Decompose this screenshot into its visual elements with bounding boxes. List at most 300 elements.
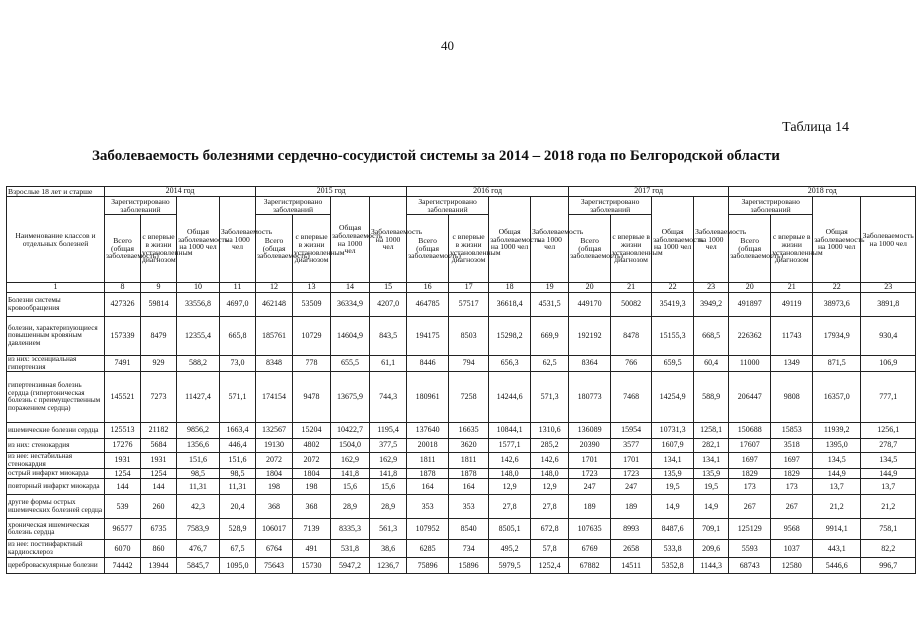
value-cell: 1252,4 — [531, 558, 569, 574]
column-number: 13 — [293, 283, 331, 293]
value-cell: 12580 — [771, 558, 813, 574]
value-cell: 8503 — [449, 317, 489, 356]
value-cell: 669,9 — [531, 317, 569, 356]
value-cell: 82,2 — [861, 540, 916, 558]
value-cell: 135,9 — [694, 469, 729, 479]
value-cell: 247 — [611, 479, 652, 495]
value-cell: 19130 — [256, 439, 293, 453]
value-cell: 174154 — [256, 372, 293, 423]
value-cell: 655,5 — [331, 356, 370, 372]
value-cell: 14,9 — [652, 495, 694, 519]
value-cell: 11427,4 — [177, 372, 220, 423]
value-cell: 7491 — [105, 356, 141, 372]
value-cell: 33556,8 — [177, 293, 220, 317]
value-cell: 15,6 — [331, 479, 370, 495]
value-cell: 57517 — [449, 293, 489, 317]
value-cell: 462148 — [256, 293, 293, 317]
value-cell: 20390 — [569, 439, 611, 453]
value-cell: 148,0 — [531, 469, 569, 479]
value-cell: 141,8 — [370, 469, 407, 479]
column-number: 9 — [141, 283, 177, 293]
general-rate-header: Общая заболеваемость на 1000 чел — [177, 197, 220, 283]
value-cell: 777,1 — [861, 372, 916, 423]
column-number: 16 — [407, 283, 449, 293]
value-cell: 267 — [771, 495, 813, 519]
value-cell: 1349 — [771, 356, 813, 372]
value-cell: 19,5 — [694, 479, 729, 495]
table-row — [7, 469, 916, 479]
value-cell: 180961 — [407, 372, 449, 423]
value-cell: 180773 — [569, 372, 611, 423]
value-cell: 2658 — [611, 540, 652, 558]
value-cell: 531,8 — [331, 540, 370, 558]
value-cell: 185761 — [256, 317, 293, 356]
incidence-rate-header: Заболеваемость на 1000 чел — [861, 197, 916, 283]
value-cell: 151,6 — [220, 453, 256, 469]
value-cell: 142,6 — [489, 453, 531, 469]
incidence-rate-header: Заболеваемость на 1000 чел — [370, 197, 407, 283]
value-cell: 59814 — [141, 293, 177, 317]
value-cell: 1037 — [771, 540, 813, 558]
value-cell: 247 — [569, 479, 611, 495]
value-cell: 996,7 — [861, 558, 916, 574]
value-cell: 10422,7 — [331, 423, 370, 439]
value-cell: 6764 — [256, 540, 293, 558]
value-cell: 528,9 — [220, 519, 256, 540]
value-cell: 17607 — [729, 439, 771, 453]
value-cell: 5684 — [141, 439, 177, 453]
table-row — [7, 293, 916, 317]
value-cell: 16635 — [449, 423, 489, 439]
value-cell: 75643 — [256, 558, 293, 574]
value-cell: 15,6 — [370, 479, 407, 495]
value-cell: 73,0 — [220, 356, 256, 372]
first-time-header: с впервые в жизни установленным диагнозом — [771, 215, 813, 283]
column-number: 18 — [489, 283, 531, 293]
value-cell: 21182 — [141, 423, 177, 439]
column-number: 20 — [729, 283, 771, 293]
value-cell: 15298,2 — [489, 317, 531, 356]
value-cell: 1356,6 — [177, 439, 220, 453]
total-header: Всего (общая заболеваемость) — [569, 215, 611, 283]
value-cell: 15204 — [293, 423, 331, 439]
value-cell: 36618,4 — [489, 293, 531, 317]
general-rate-header: Общая заболеваемость на 1000 чел — [331, 197, 370, 283]
value-cell: 11,31 — [177, 479, 220, 495]
value-cell: 860 — [141, 540, 177, 558]
value-cell: 15954 — [611, 423, 652, 439]
value-cell: 1931 — [105, 453, 141, 469]
value-cell: 15155,3 — [652, 317, 694, 356]
value-cell: 11000 — [729, 356, 771, 372]
value-cell: 150688 — [729, 423, 771, 439]
value-cell: 206447 — [729, 372, 771, 423]
value-cell: 5979,5 — [489, 558, 531, 574]
value-cell: 144 — [105, 479, 141, 495]
value-cell: 8505,1 — [489, 519, 531, 540]
value-cell: 67,5 — [220, 540, 256, 558]
column-number: 20 — [569, 283, 611, 293]
value-cell: 15730 — [293, 558, 331, 574]
disease-name-cell: другие формы острых ишемических болезней сердца — [7, 495, 105, 519]
value-cell: 1701 — [569, 453, 611, 469]
value-cell: 96577 — [105, 519, 141, 540]
value-cell: 189 — [611, 495, 652, 519]
column-number: 23 — [694, 283, 729, 293]
value-cell: 3518 — [771, 439, 813, 453]
value-cell: 60,4 — [694, 356, 729, 372]
value-cell: 74442 — [105, 558, 141, 574]
value-cell: 659,5 — [652, 356, 694, 372]
year-header-2015: 2015 год — [256, 187, 407, 197]
value-cell: 1701 — [611, 453, 652, 469]
value-cell: 21,2 — [861, 495, 916, 519]
total-header: Всего (общая заболеваемость) — [407, 215, 449, 283]
value-cell: 1811 — [407, 453, 449, 469]
incidence-rate-header: Заболеваемость на 1000 чел — [531, 197, 569, 283]
value-cell: 8479 — [141, 317, 177, 356]
general-rate-header: Общая заболеваемость на 1000 чел — [652, 197, 694, 283]
table-row — [7, 317, 916, 356]
value-cell: 16357,0 — [813, 372, 861, 423]
disease-column-header: Наименование классов и отдельных болезней — [7, 197, 105, 283]
value-cell: 766 — [611, 356, 652, 372]
table-row — [7, 356, 916, 372]
value-cell: 464785 — [407, 293, 449, 317]
value-cell: 1878 — [407, 469, 449, 479]
value-cell: 157339 — [105, 317, 141, 356]
first-time-header: с впервые в жизни установленным диагнозом — [141, 215, 177, 283]
value-cell: 107952 — [407, 519, 449, 540]
value-cell: 7139 — [293, 519, 331, 540]
document-title: Заболеваемость болезнями сердечно-сосудистой системы за 2014 – 2018 года по Белгородской области — [92, 148, 780, 164]
value-cell: 1504,0 — [331, 439, 370, 453]
value-cell: 1804 — [293, 469, 331, 479]
value-cell: 209,6 — [694, 540, 729, 558]
value-cell: 1254 — [141, 469, 177, 479]
value-cell: 9478 — [293, 372, 331, 423]
value-cell: 9808 — [771, 372, 813, 423]
value-cell: 794 — [449, 356, 489, 372]
value-cell: 3891,8 — [861, 293, 916, 317]
value-cell: 7273 — [141, 372, 177, 423]
first-time-header: с впервые в жизни установленным диагнозом — [611, 215, 652, 283]
value-cell: 588,9 — [694, 372, 729, 423]
value-cell: 377,5 — [370, 439, 407, 453]
morbidity-table — [6, 186, 916, 574]
value-cell: 125513 — [105, 423, 141, 439]
value-cell: 173 — [771, 479, 813, 495]
column-number: 21 — [611, 283, 652, 293]
value-cell: 135,9 — [652, 469, 694, 479]
value-cell: 1144,3 — [694, 558, 729, 574]
value-cell: 61,1 — [370, 356, 407, 372]
value-cell: 162,9 — [370, 453, 407, 469]
value-cell: 20,4 — [220, 495, 256, 519]
value-cell: 843,5 — [370, 317, 407, 356]
disease-name-cell: хроническая ишемическая болезнь сердца — [7, 519, 105, 540]
value-cell: 709,1 — [694, 519, 729, 540]
value-cell: 14604,9 — [331, 317, 370, 356]
value-cell: 672,8 — [531, 519, 569, 540]
year-header-2018: 2018 год — [729, 187, 916, 197]
value-cell: 778 — [293, 356, 331, 372]
disease-name-cell: ишемические болезни сердца — [7, 423, 105, 439]
value-cell: 7583,9 — [177, 519, 220, 540]
table-row — [7, 558, 916, 574]
value-cell: 19,5 — [652, 479, 694, 495]
value-cell: 1195,4 — [370, 423, 407, 439]
disease-name-cell: гипертензивная болезнь сердца (гипертоническая болезнь с преимущественным поражением сердца) — [7, 372, 105, 423]
general-rate-header: Общая заболеваемость на 1000 чел — [813, 197, 861, 283]
value-cell: 13,7 — [861, 479, 916, 495]
value-cell: 49119 — [771, 293, 813, 317]
value-cell: 1723 — [569, 469, 611, 479]
value-cell: 368 — [293, 495, 331, 519]
value-cell: 162,9 — [331, 453, 370, 469]
value-cell: 8335,3 — [331, 519, 370, 540]
value-cell: 98,5 — [220, 469, 256, 479]
value-cell: 10731,3 — [652, 423, 694, 439]
value-cell: 278,7 — [861, 439, 916, 453]
total-header: Всего (общая заболеваемость) — [105, 215, 141, 283]
table-row — [7, 453, 916, 469]
value-cell: 17276 — [105, 439, 141, 453]
value-cell: 38973,6 — [813, 293, 861, 317]
table-row — [7, 372, 916, 423]
value-cell: 151,6 — [177, 453, 220, 469]
value-cell: 533,8 — [652, 540, 694, 558]
value-cell: 134,1 — [694, 453, 729, 469]
value-cell: 665,8 — [220, 317, 256, 356]
disease-name-cell: из них: эссенциальная гипертензия — [7, 356, 105, 372]
value-cell: 11743 — [771, 317, 813, 356]
value-cell: 57,8 — [531, 540, 569, 558]
value-cell: 20018 — [407, 439, 449, 453]
value-cell: 137640 — [407, 423, 449, 439]
value-cell: 285,2 — [531, 439, 569, 453]
disease-name-cell: острый инфаркт миокарда — [7, 469, 105, 479]
value-cell: 427326 — [105, 293, 141, 317]
value-cell: 68743 — [729, 558, 771, 574]
value-cell: 443,1 — [813, 540, 861, 558]
value-cell: 1254 — [105, 469, 141, 479]
value-cell: 11,31 — [220, 479, 256, 495]
value-cell: 5446,6 — [813, 558, 861, 574]
disease-name-cell: Болезни системы кровообращения — [7, 293, 105, 317]
value-cell: 132567 — [256, 423, 293, 439]
value-cell: 1697 — [771, 453, 813, 469]
table-row — [7, 495, 916, 519]
column-number: 10 — [177, 283, 220, 293]
value-cell: 6769 — [569, 540, 611, 558]
value-cell: 1256,1 — [861, 423, 916, 439]
value-cell: 98,5 — [177, 469, 220, 479]
value-cell: 164 — [407, 479, 449, 495]
value-cell: 1095,0 — [220, 558, 256, 574]
value-cell: 134,1 — [652, 453, 694, 469]
value-cell: 1258,1 — [694, 423, 729, 439]
registered-header: Зарегистрировано заболеваний — [256, 197, 331, 215]
value-cell: 4207,0 — [370, 293, 407, 317]
value-cell: 1697 — [729, 453, 771, 469]
value-cell: 1310,6 — [531, 423, 569, 439]
value-cell: 656,3 — [489, 356, 531, 372]
table-label: Таблица 14 — [782, 120, 849, 135]
value-cell: 930,4 — [861, 317, 916, 356]
value-cell: 758,1 — [861, 519, 916, 540]
value-cell: 164 — [449, 479, 489, 495]
column-number: 19 — [531, 283, 569, 293]
disease-name-cell: болезни, характеризующиеся повышенным кровяным давлением — [7, 317, 105, 356]
value-cell: 6070 — [105, 540, 141, 558]
value-cell: 13944 — [141, 558, 177, 574]
value-cell: 144,9 — [813, 469, 861, 479]
value-cell: 62,5 — [531, 356, 569, 372]
value-cell: 10729 — [293, 317, 331, 356]
value-cell: 35419,3 — [652, 293, 694, 317]
value-cell: 136089 — [569, 423, 611, 439]
column-number: 21 — [771, 283, 813, 293]
column-number: 11 — [220, 283, 256, 293]
value-cell: 6735 — [141, 519, 177, 540]
value-cell: 226362 — [729, 317, 771, 356]
value-cell: 148,0 — [489, 469, 531, 479]
registered-header: Зарегистрировано заболеваний — [729, 197, 813, 215]
table-body — [7, 293, 916, 574]
value-cell: 125129 — [729, 519, 771, 540]
value-cell: 144,9 — [861, 469, 916, 479]
table-row — [7, 479, 916, 495]
value-cell: 42,3 — [177, 495, 220, 519]
value-cell: 491897 — [729, 293, 771, 317]
registered-header: Зарегистрировано заболеваний — [105, 197, 177, 215]
value-cell: 8348 — [256, 356, 293, 372]
value-cell: 260 — [141, 495, 177, 519]
value-cell: 7258 — [449, 372, 489, 423]
value-cell: 14511 — [611, 558, 652, 574]
registered-header: Зарегистрировано заболеваний — [407, 197, 489, 215]
column-number: 17 — [449, 283, 489, 293]
year-header-2017: 2017 год — [569, 187, 729, 197]
value-cell: 1663,4 — [220, 423, 256, 439]
value-cell: 14244,6 — [489, 372, 531, 423]
value-cell: 28,9 — [370, 495, 407, 519]
value-cell: 267 — [729, 495, 771, 519]
general-rate-header: Общая заболеваемость на 1000 чел — [489, 197, 531, 283]
value-cell: 449170 — [569, 293, 611, 317]
age-group-header: Взрослые 18 лет и старше — [7, 187, 105, 197]
value-cell: 1395,0 — [813, 439, 861, 453]
value-cell: 1811 — [449, 453, 489, 469]
value-cell: 571,1 — [220, 372, 256, 423]
value-cell: 12,9 — [531, 479, 569, 495]
value-cell: 5593 — [729, 540, 771, 558]
value-cell: 539 — [105, 495, 141, 519]
value-cell: 1829 — [729, 469, 771, 479]
first-time-header: с впервые в жизни установленным диагнозом — [449, 215, 489, 283]
column-number: 8 — [105, 283, 141, 293]
value-cell: 189 — [569, 495, 611, 519]
value-cell: 8478 — [611, 317, 652, 356]
value-cell: 53509 — [293, 293, 331, 317]
value-cell: 871,5 — [813, 356, 861, 372]
value-cell: 141,8 — [331, 469, 370, 479]
column-number: 22 — [813, 283, 861, 293]
value-cell: 495,2 — [489, 540, 531, 558]
value-cell: 1723 — [611, 469, 652, 479]
value-cell: 21,2 — [813, 495, 861, 519]
value-cell: 929 — [141, 356, 177, 372]
value-cell: 3620 — [449, 439, 489, 453]
year-header-2016: 2016 год — [407, 187, 569, 197]
value-cell: 67882 — [569, 558, 611, 574]
value-cell: 15896 — [449, 558, 489, 574]
value-cell: 5845,7 — [177, 558, 220, 574]
registered-header: Зарегистрировано заболеваний — [569, 197, 652, 215]
value-cell: 571,3 — [531, 372, 569, 423]
value-cell: 9856,2 — [177, 423, 220, 439]
value-cell: 5352,8 — [652, 558, 694, 574]
first-time-header: с впервые в жизни установленным диагнозом — [293, 215, 331, 283]
value-cell: 2072 — [293, 453, 331, 469]
value-cell: 27,8 — [531, 495, 569, 519]
table-row — [7, 423, 916, 439]
value-cell: 13,7 — [813, 479, 861, 495]
value-cell: 3577 — [611, 439, 652, 453]
column-number: 12 — [256, 283, 293, 293]
value-cell: 198 — [293, 479, 331, 495]
value-cell: 368 — [256, 495, 293, 519]
value-cell: 12,9 — [489, 479, 531, 495]
value-cell: 446,4 — [220, 439, 256, 453]
value-cell: 734 — [449, 540, 489, 558]
value-cell: 491 — [293, 540, 331, 558]
total-header: Всего (общая заболеваемость) — [256, 215, 293, 283]
value-cell: 173 — [729, 479, 771, 495]
value-cell: 6285 — [407, 540, 449, 558]
value-cell: 9914,1 — [813, 519, 861, 540]
value-cell: 198 — [256, 479, 293, 495]
value-cell: 561,3 — [370, 519, 407, 540]
table-row — [7, 519, 916, 540]
value-cell: 14,9 — [694, 495, 729, 519]
column-number: 15 — [370, 283, 407, 293]
value-cell: 353 — [449, 495, 489, 519]
disease-name-cell: из нее: нестабильная стенокардия — [7, 453, 105, 469]
value-cell: 4697,0 — [220, 293, 256, 317]
value-cell: 1931 — [141, 453, 177, 469]
value-cell: 1607,9 — [652, 439, 694, 453]
incidence-rate-header: Заболеваемость на 1000 чел — [220, 197, 256, 283]
column-number: 1 — [7, 283, 105, 293]
value-cell: 142,6 — [531, 453, 569, 469]
value-cell: 11939,2 — [813, 423, 861, 439]
page-number: 40 — [441, 38, 454, 53]
value-cell: 17934,9 — [813, 317, 861, 356]
value-cell: 282,1 — [694, 439, 729, 453]
incidence-rate-header: Заболеваемость на 1000 чел — [694, 197, 729, 283]
column-number: 22 — [652, 283, 694, 293]
value-cell: 15853 — [771, 423, 813, 439]
value-cell: 38,6 — [370, 540, 407, 558]
value-cell: 8364 — [569, 356, 611, 372]
value-cell: 7468 — [611, 372, 652, 423]
value-cell: 192192 — [569, 317, 611, 356]
disease-name-cell: из нее: постинфарктный кардиосклероз — [7, 540, 105, 558]
value-cell: 1804 — [256, 469, 293, 479]
value-cell: 13675,9 — [331, 372, 370, 423]
